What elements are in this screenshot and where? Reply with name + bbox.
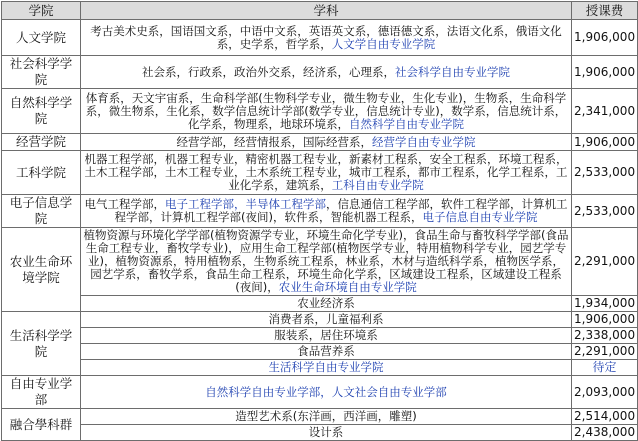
table-row bbox=[2, 344, 638, 360]
major-cell bbox=[81, 296, 572, 312]
major-cell bbox=[81, 89, 572, 134]
fee-cell: 1,934,000 bbox=[572, 296, 638, 312]
major-text: 电气工程学部， bbox=[84, 197, 165, 211]
fee-cell: 2,533,000 bbox=[572, 151, 638, 195]
major-text: 经营学部，经营情报系，国际经营系， bbox=[176, 134, 372, 149]
fee-cell: 2,291,000 bbox=[572, 228, 638, 296]
major-text-highlight: 社会科学自由专业学院 bbox=[395, 64, 510, 79]
major-cell bbox=[81, 344, 572, 360]
major-cell bbox=[81, 134, 572, 151]
college-cell: 社会科学学院 bbox=[2, 56, 81, 89]
major-text: 机器工程学部，机器工程专业，精密机器工程专业，新素材工程系，安全工程系，环境工程系，土木工程学部，土木工程专业，土木系统工程专业，城市工程系，都市工程系，化学工程系，工业化学系，建筑系， bbox=[84, 152, 568, 192]
table-row bbox=[2, 328, 638, 344]
table-row bbox=[2, 151, 638, 195]
major-text: 体育系，天文宇宙系，生命科学部(生物科学专业，微生物专业，生化专业)，生物系，生命科学系，微生物系，生化系，数学信息统计学部(数学专业，信息统计专业)，数学系，信息统计系，化学系，物理系，地球环境系， bbox=[85, 90, 567, 131]
table-row bbox=[2, 228, 638, 296]
fee-cell: 1,906,000 bbox=[572, 312, 638, 328]
college-cell: 生活科学学院 bbox=[2, 312, 81, 376]
major-text: 植物资源与环境化学学部(植物资源学专业，环境生命化学专业)，食品生命与畜牧科学学部(食品生命工程专业，畜牧学专业)，应用生命工程学部(植物医学专业，特用植物科学专业，园艺学专业)，植物资源系，特用植物系，生物系统工程系，林业系，木材与造纸科学系，植物医学系，园艺学系，畜牧学系，食品生命工程系，环境生命化学系，区域建设工程系，区域建设工程系(夜间)， bbox=[83, 228, 569, 294]
college-cell: 农业生命环境学院 bbox=[2, 228, 81, 312]
major-text: 服装系，居住环境系 bbox=[274, 328, 378, 342]
major-cell bbox=[81, 56, 572, 89]
major-cell bbox=[81, 328, 572, 344]
major-text-highlight: 电子工程学部，半导体工程学部 bbox=[165, 197, 326, 211]
college-cell: 自由专业学部 bbox=[2, 376, 81, 409]
header-college: 学院 bbox=[2, 2, 81, 20]
fee-cell: 2,514,000 bbox=[572, 409, 638, 425]
header-fee: 授课费 bbox=[572, 2, 638, 20]
table-row bbox=[2, 89, 638, 134]
table-row bbox=[2, 296, 638, 312]
major-text: 社会系，行政系，政治外交系，经济系，心理系， bbox=[142, 64, 395, 79]
college-cell: 人文学院 bbox=[2, 20, 81, 56]
table-row bbox=[2, 409, 638, 425]
major-cell bbox=[81, 376, 572, 409]
table-row bbox=[2, 312, 638, 328]
college-cell: 电子信息学院 bbox=[2, 195, 81, 228]
fee-cell: 1,906,000 bbox=[572, 20, 638, 56]
major-text-highlight: 农业生命环境自由专业学院 bbox=[278, 280, 417, 294]
major-text-highlight: 经营学自由专业学院 bbox=[372, 134, 476, 149]
major-text-highlight: 人文学自由专业学院 bbox=[331, 36, 436, 51]
major-cell bbox=[81, 425, 572, 441]
tuition-table bbox=[1, 1, 638, 441]
major-text-highlight: 工科自由专业学院 bbox=[331, 178, 424, 192]
major-text: ，信息通信工程学部，软件工程学部，计算机工程学部，计算机工程学部(夜间)，软件系，智能机器工程系， bbox=[114, 197, 568, 224]
table-row bbox=[2, 360, 638, 376]
header-major: 学科 bbox=[81, 2, 572, 20]
table-row bbox=[2, 20, 638, 56]
fee-cell: 2,093,000 bbox=[572, 376, 638, 409]
major-cell bbox=[81, 312, 572, 328]
major-text: 设计系 bbox=[308, 425, 344, 439]
major-cell bbox=[81, 360, 572, 376]
fee-cell-pending: 待定 bbox=[572, 360, 638, 376]
table-row bbox=[2, 425, 638, 441]
major-cell bbox=[81, 20, 572, 56]
major-cell bbox=[81, 409, 572, 425]
table-row bbox=[2, 376, 638, 409]
table-row bbox=[2, 134, 638, 151]
major-text-highlight: 电子信息自由专业学院 bbox=[422, 210, 538, 224]
major-text: 农业经济系 bbox=[297, 296, 355, 310]
fee-cell: 2,438,000 bbox=[572, 425, 638, 441]
header-row bbox=[2, 2, 638, 20]
major-cell bbox=[81, 151, 572, 195]
major-text: 造型艺术系(东洋画，西洋画，雕塑) bbox=[235, 409, 417, 423]
college-cell: 自然科学学院 bbox=[2, 89, 81, 134]
table-row bbox=[2, 195, 638, 228]
fee-cell: 1,906,000 bbox=[572, 56, 638, 89]
major-cell bbox=[81, 228, 572, 296]
fee-cell: 1,906,000 bbox=[572, 134, 638, 151]
college-cell: 工科学院 bbox=[2, 151, 81, 195]
fee-cell: 2,533,000 bbox=[572, 195, 638, 228]
major-text: 消费者系，儿童福利系 bbox=[268, 312, 384, 326]
college-cell: 经营学院 bbox=[2, 134, 81, 151]
table-row bbox=[2, 56, 638, 89]
major-text-highlight: 自然科学自由专业学院 bbox=[349, 116, 464, 131]
major-cell bbox=[81, 195, 572, 228]
major-text-highlight: 自然科学自由专业学部，人文社会自由专业学部 bbox=[205, 384, 447, 399]
major-text: 食品营养系 bbox=[297, 344, 355, 358]
college-cell: 融合學科群 bbox=[2, 409, 81, 441]
major-text: 考古美术史系，国语国文系，中语中文系，英语英文系，德语德文系，法语文化系，俄语文化系，史学系，哲学系， bbox=[90, 23, 562, 51]
fee-cell: 2,338,000 bbox=[572, 328, 638, 344]
fee-cell: 2,291,000 bbox=[572, 344, 638, 360]
major-text-highlight: 生活科学自由专业学院 bbox=[268, 360, 384, 374]
fee-cell: 2,341,000 bbox=[572, 89, 638, 134]
